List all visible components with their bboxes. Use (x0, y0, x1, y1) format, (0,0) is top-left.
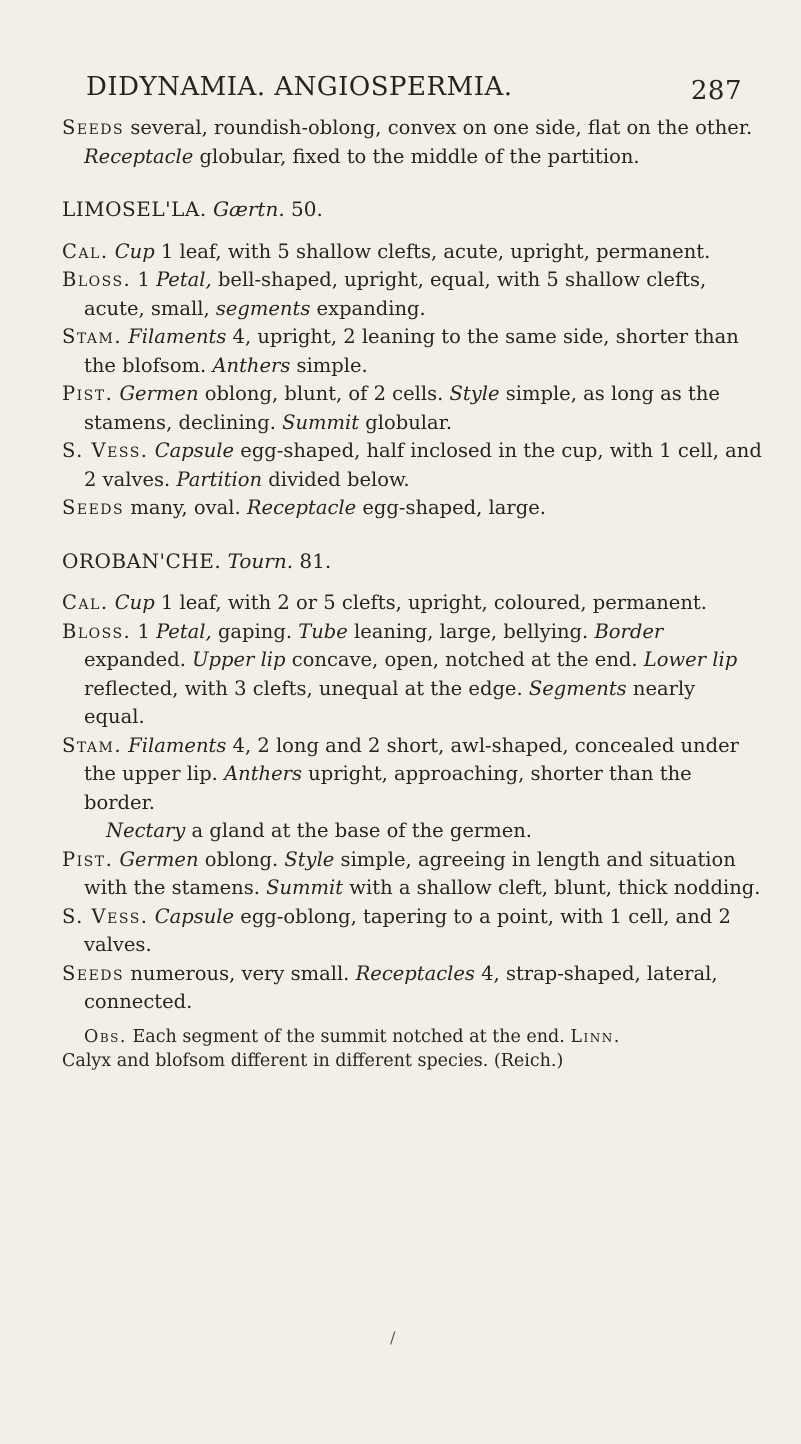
cal-paragraph: Cal. Cup 1 leaf, with 2 or 5 clefts, upright, coloured, permanent. (62, 591, 707, 614)
page-number: 287 (690, 76, 742, 106)
bloss-paragraph: Bloss. 1 Petal, bell-shaped, upright, equal, with 5 shallow clefts, acute, small, segments expanding. (62, 268, 707, 320)
pist-paragraph: Pist. Germen oblong, blunt, of 2 cells. Style simple, as long as the stamens, declining. Summit globular. (62, 382, 720, 434)
bloss-paragraph: Bloss. 1 Petal, gaping. Tube leaning, large, bellying. Border expanded. Upper lip concave, open, notched at the end. Lower lip reflected, with 3 clefts, unequal at the edge. Segments nearly equal. (62, 619, 738, 728)
genus-authority: Gærtn. (213, 197, 285, 221)
section-label: Seeds (62, 116, 125, 139)
page-body (62, 114, 762, 1073)
stam-paragraph: Stam. Filaments 4, 2 long and 2 short, awl-shaped, concealed under the upper lip. Anthers upright, approaching, shorter than the border. Nectary a gland at the base of the germen. (62, 733, 739, 842)
cal-paragraph: Cal. Cup 1 leaf, with 5 shallow clefts, acute, upright, permanent. (62, 239, 711, 263)
genus-heading-limosella (62, 195, 762, 224)
stam-paragraph: Stam. Filaments 4, upright, 2 leaning to the same side, shorter than the blofsom. Anthers simple. (62, 325, 739, 377)
vess-paragraph: S. Vess. Capsule egg-oblong, tapering to a point, with 1 cell, and 2 valves. (62, 904, 731, 956)
pist-paragraph: Pist. Germen oblong. Style simple, agreeing in length and situation with the stamens. Summit with a shallow cleft, blunt, thick nodding. (62, 847, 761, 899)
stray-mark: / (390, 1328, 396, 1347)
genus-name: OROBAN'CHE. (62, 548, 222, 573)
observation-note: Obs. Each segment of the summit notched at the end. Linn. (84, 1026, 621, 1047)
genus-heading-orobanche (62, 547, 762, 576)
genus-authority: Tourn. (227, 548, 294, 573)
genus-number: 81. (293, 548, 332, 573)
observation-note-continued: Calyx and blofsom different in different species. (Reich.) (62, 1050, 564, 1071)
vess-paragraph: S. Vess. Capsule egg-shaped, half inclosed in the cup, with 1 cell, and 2 valves. Partition divided below. (62, 439, 762, 491)
seeds-paragraph: Seeds many, oval. Receptacle egg-shaped, large. (62, 496, 546, 519)
keyword: Receptacle (84, 144, 194, 168)
running-title: DIDYNAMIA. ANGIOSPERMIA. (86, 72, 513, 102)
genus-name: LIMOSEL'LA. (62, 197, 207, 221)
seeds-paragraph: Seeds several, roundish-oblong, convex on one side, flat on the other. Receptacle globular, fixed to the middle of the partition. (62, 116, 753, 168)
genus-number: 50. (284, 197, 323, 221)
seeds-paragraph: Seeds numerous, very small. Receptacles 4, strap-shaped, lateral, connected. (62, 961, 718, 1013)
